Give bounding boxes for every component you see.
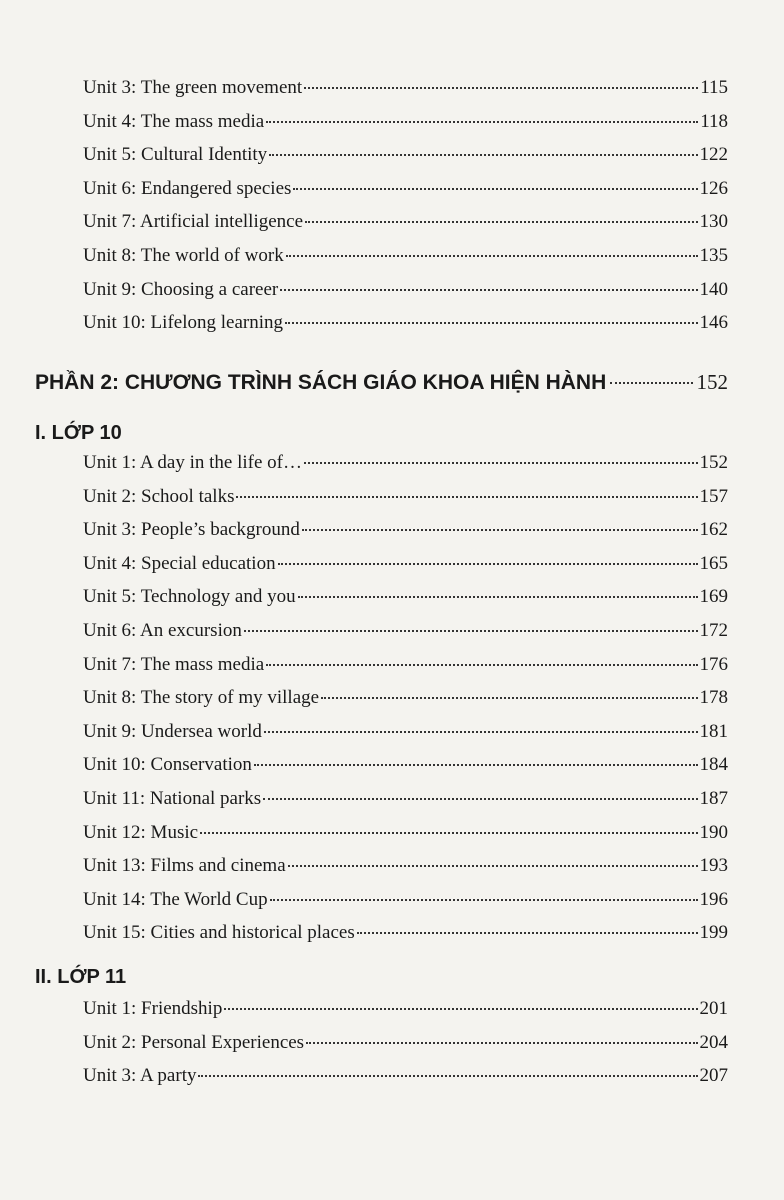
toc-entry-label: Unit 10: Conservation xyxy=(83,754,252,776)
toc-entry-page: 157 xyxy=(699,485,728,507)
dot-leader xyxy=(263,798,697,800)
toc-entry-label: Unit 3: The green movement xyxy=(83,77,303,98)
toc-entry xyxy=(83,177,728,201)
dot-leader xyxy=(306,1042,697,1044)
toc-entry-label: Unit 12: Music xyxy=(83,821,199,843)
toc-entry-page: 126 xyxy=(699,177,728,199)
dot-leader xyxy=(269,154,697,156)
toc-entry xyxy=(83,888,728,912)
toc-entry-page: 146 xyxy=(699,312,728,334)
part-2-page: 152 xyxy=(696,370,728,394)
toc-entry-page: 115 xyxy=(700,77,728,98)
dot-leader xyxy=(236,496,697,498)
toc-entry-page: 130 xyxy=(699,211,728,233)
toc-entry-page: 140 xyxy=(699,278,728,300)
dot-leader xyxy=(610,382,692,384)
toc-entry-label: Unit 4: Special education xyxy=(83,552,276,574)
dot-leader xyxy=(266,664,697,666)
toc-entry-page: 201 xyxy=(699,998,728,1019)
toc-entry xyxy=(83,787,728,811)
toc-entry-label: Unit 15: Cities and historical places xyxy=(83,922,355,944)
toc-entry-label: Unit 6: Endangered species xyxy=(83,177,292,199)
toc-entry-label: Unit 13: Films and cinema xyxy=(83,855,286,877)
toc-entry xyxy=(83,653,728,677)
toc-entry-page: 190 xyxy=(699,821,728,843)
toc-entry xyxy=(83,143,728,167)
dot-leader xyxy=(293,188,697,190)
grade-11-heading: II. LỚP 11 xyxy=(35,966,127,988)
dot-leader xyxy=(288,865,698,867)
toc-entry-page: 176 xyxy=(699,653,728,675)
toc-entry-page: 193 xyxy=(699,855,728,877)
dot-leader xyxy=(321,697,697,699)
toc-entry-page: 181 xyxy=(699,720,728,742)
toc-entry-page: 199 xyxy=(699,922,728,944)
toc-entry-label: Unit 1: A day in the life of… xyxy=(83,452,303,473)
toc-entry-page: 204 xyxy=(699,1031,728,1053)
toc-entry-label: Unit 5: Cultural Identity xyxy=(83,144,268,166)
toc-entry-page: 122 xyxy=(699,144,728,166)
toc-entry-label: Unit 1: Friendship xyxy=(83,998,223,1019)
toc-entry xyxy=(83,311,728,335)
toc-entry-label: Unit 2: Personal Experiences xyxy=(83,1031,305,1053)
dot-leader xyxy=(285,322,698,324)
toc-entry-label: Unit 3: People’s background xyxy=(83,519,300,541)
part-2-heading xyxy=(35,368,728,397)
toc-entry-label: Unit 8: The story of my village xyxy=(83,687,320,709)
toc-entry-label: Unit 7: Artificial intelligence xyxy=(83,211,304,233)
toc-entry-page: 196 xyxy=(699,888,728,910)
toc-entry-page: 184 xyxy=(699,754,728,776)
toc-entry-label: Unit 4: The mass media xyxy=(83,110,265,132)
dot-leader xyxy=(200,832,697,834)
dot-leader xyxy=(286,255,698,257)
toc-entry-page: 165 xyxy=(699,552,728,574)
toc-entry-label: Unit 9: Undersea world xyxy=(83,720,262,742)
toc-entry-label: Unit 8: The world of work xyxy=(83,245,284,266)
toc-entry xyxy=(83,76,728,100)
dot-leader xyxy=(198,1075,697,1077)
dot-leader xyxy=(302,529,698,531)
toc-entry-page: 118 xyxy=(700,110,728,132)
toc-entry xyxy=(83,585,728,609)
toc-entry-page: 172 xyxy=(699,620,728,641)
toc-entry-label: Unit 7: The mass media xyxy=(83,653,265,675)
toc-entry-page: 187 xyxy=(699,788,728,809)
toc-entry xyxy=(83,210,728,234)
dot-leader xyxy=(305,221,697,223)
toc-entry-page: 135 xyxy=(699,245,728,266)
toc-entry xyxy=(83,753,728,777)
dot-leader xyxy=(298,596,698,598)
toc-entry xyxy=(83,997,728,1021)
dot-leader xyxy=(264,731,698,733)
toc-entry-page: 207 xyxy=(699,1065,728,1087)
dot-leader xyxy=(280,289,697,291)
dot-leader xyxy=(266,121,698,123)
toc-entry-page: 178 xyxy=(699,687,728,709)
dot-leader xyxy=(254,764,698,766)
toc-entry-label: Unit 5: Technology and you xyxy=(83,586,296,608)
toc-entry xyxy=(83,485,728,509)
toc-entry xyxy=(83,921,728,945)
toc-entry xyxy=(83,686,728,710)
toc-entry-label: Unit 10: Lifelong learning xyxy=(83,312,283,334)
dot-leader xyxy=(244,630,698,632)
toc-entry xyxy=(83,552,728,576)
dot-leader xyxy=(357,932,698,934)
toc-entry-label: Unit 14: The World Cup xyxy=(83,888,268,910)
toc-entry xyxy=(83,720,728,744)
toc-entry-page: 169 xyxy=(699,586,728,608)
dot-leader xyxy=(270,899,698,901)
toc-entry-label: Unit 9: Choosing a career xyxy=(83,278,279,300)
toc-entry-label: Unit 2: School talks xyxy=(83,485,235,507)
toc-entry xyxy=(83,854,728,878)
dot-leader xyxy=(304,87,698,89)
toc-entry xyxy=(83,278,728,302)
toc-entry xyxy=(83,244,728,268)
toc-entry xyxy=(83,110,728,134)
dot-leader xyxy=(304,462,697,464)
toc-entry-page: 152 xyxy=(699,452,728,473)
toc-entry-label: Unit 3: A party xyxy=(83,1065,197,1087)
toc-entry xyxy=(83,518,728,542)
toc-entry-label: Unit 6: An excursion xyxy=(83,620,242,641)
dot-leader xyxy=(278,563,698,565)
toc-entry xyxy=(83,451,728,475)
dot-leader xyxy=(224,1008,697,1010)
toc-entry xyxy=(83,1031,728,1055)
toc-entry xyxy=(83,821,728,845)
grade-10-heading: I. LỚP 10 xyxy=(35,422,122,444)
toc-entry xyxy=(83,619,728,643)
toc-entry-page: 162 xyxy=(699,519,728,541)
toc-entry xyxy=(83,1064,728,1088)
part-2-title: PHẦN 2: CHƯƠNG TRÌNH SÁCH GIÁO KHOA HIỆN HÀNH xyxy=(35,371,607,394)
toc-entry-label: Unit 11: National parks xyxy=(83,788,262,809)
